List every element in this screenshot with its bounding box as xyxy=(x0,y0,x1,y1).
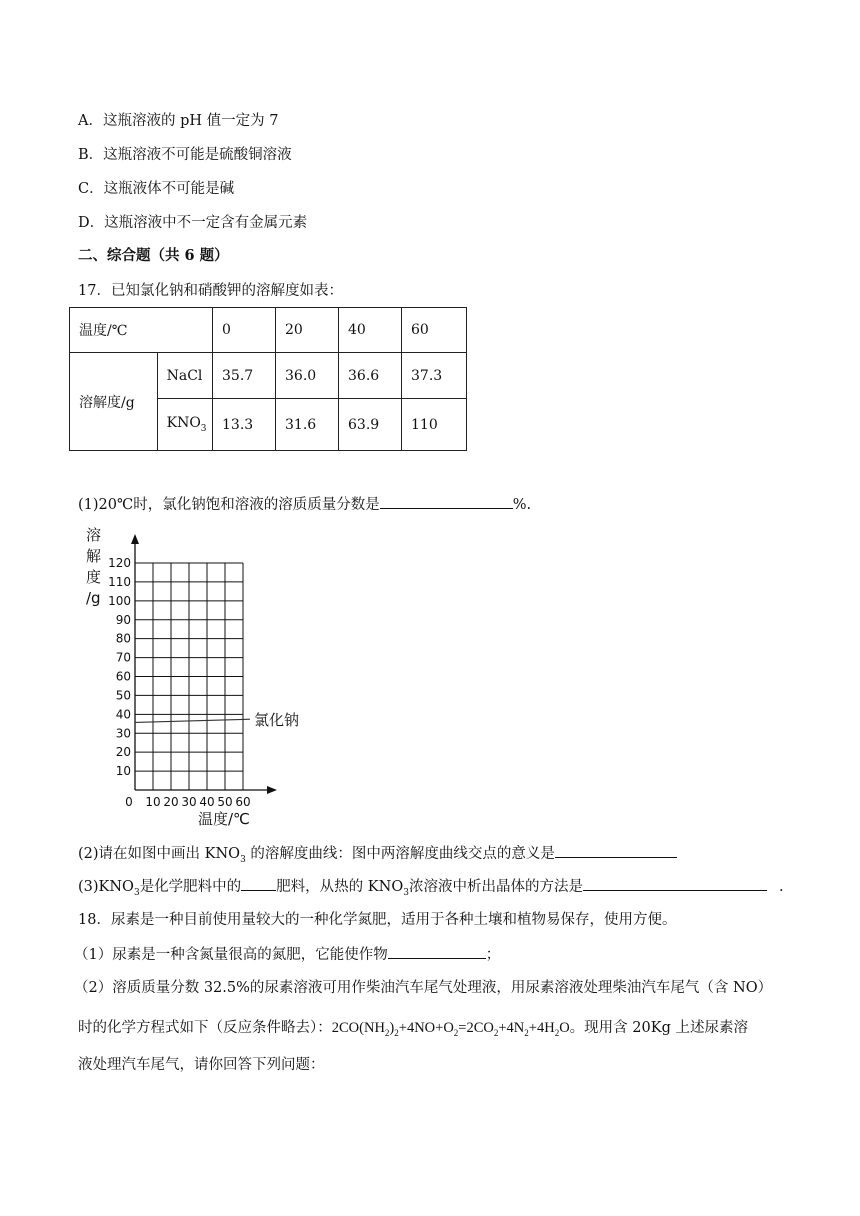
nacl-60: 37.3 xyxy=(402,353,467,399)
q17-part3-c: 肥料，从热的 KNO xyxy=(276,879,404,895)
q18-part2-line2 xyxy=(78,1018,748,1043)
chart-svg xyxy=(80,522,310,832)
temp-40: 40 xyxy=(339,308,402,353)
y-label-char: 解 xyxy=(86,547,102,565)
kno3-label: $KNO_3$ xyxy=(157,399,212,451)
subscript-3b: 3 xyxy=(403,887,409,898)
y-axis-label xyxy=(86,526,101,607)
q18-part2-line2-b: 。现用含 20Kg 上述尿素溶 xyxy=(569,1020,748,1036)
q17-part2 xyxy=(78,843,677,870)
x-tick-label: 60 xyxy=(235,795,251,809)
nacl-label: NaCl xyxy=(157,353,212,399)
section-heading: 二、综合题（共 6 题） xyxy=(78,247,229,264)
option-a: A．这瓶溶液的 pH 值一定为 7 xyxy=(78,113,279,129)
q17-part1-text: (1)20℃时，氯化钠饱和溶液的溶质质量分数是 xyxy=(78,497,380,513)
temp-0: 0 xyxy=(213,308,276,353)
chemical-equation: $2CO(NH_2)_2+4NO+O_2=2CO_2+4N_2+4H_2O$ xyxy=(331,1020,570,1038)
x-tick-label: 0 xyxy=(125,795,133,809)
y-tick-label: 60 xyxy=(115,669,131,684)
q17-part1 xyxy=(78,494,531,515)
kno3-60: 110 xyxy=(402,399,467,451)
temp-60: 60 xyxy=(402,308,467,353)
x-tick-label: 20 xyxy=(163,795,179,809)
x-axis-arrow xyxy=(267,786,277,794)
y-label-char: /g xyxy=(86,589,101,607)
temp-header: 温度/℃ xyxy=(70,308,213,353)
q18-part2-line2-a: 时的化学方程式如下（反应条件略去）： xyxy=(78,1020,332,1036)
y-tick-label: 120 xyxy=(108,556,131,570)
answer-blank-4[interactable] xyxy=(583,876,767,891)
x-tick-label: 50 xyxy=(217,795,233,809)
q17-part3-b: 是化学肥料中的 xyxy=(139,879,242,895)
q17-part3-end: . xyxy=(778,879,784,895)
q18-part1 xyxy=(74,944,500,965)
q18-part1-text: （1）尿素是一种含氮量很高的氮肥，它能使作物 xyxy=(74,947,388,963)
series-label: 氯化钠 xyxy=(254,711,300,730)
q18-stem: 18．尿素是一种目前使用量较大的一种化学氮肥，适用于各种土壤和植物易保存，使用方便。 xyxy=(78,912,677,928)
nacl-0: 35.7 xyxy=(213,353,276,399)
kno3-40: 63.9 xyxy=(339,399,402,451)
x-tick-labels xyxy=(125,795,250,809)
nacl-40: 36.6 xyxy=(339,353,402,399)
temp-20: 20 xyxy=(276,308,339,353)
y-tick-label: 80 xyxy=(115,631,131,646)
y-label-char: 度 xyxy=(86,568,102,586)
q17-part2-text: (2)请在如图中画出 $KNO_3$ 的溶解度曲线：图中两溶解度曲线交点的意义是 xyxy=(78,846,555,865)
y-tick-label: 90 xyxy=(115,612,131,627)
y-tick-label: 20 xyxy=(115,745,131,760)
q18-part2-line1: （2）溶质质量分数 32.5%的尿素溶液可用作柴油汽车尾气处理液，用尿素溶液处理柴油汽车尾气（含 NO） xyxy=(74,980,773,996)
y-tick-label: 50 xyxy=(115,688,131,703)
solubility-table xyxy=(69,307,467,451)
y-tick-label: 40 xyxy=(115,707,131,722)
y-tick-label: 110 xyxy=(108,574,131,589)
q17-part1-end: %. xyxy=(512,497,532,513)
nacl-20: 36.0 xyxy=(276,353,339,399)
option-b: B．这瓶溶液不可能是硫酸铜溶液 xyxy=(78,147,292,163)
q17-part3 xyxy=(78,876,784,903)
option-d: D．这瓶溶液中不一定含有金属元素 xyxy=(78,215,308,231)
y-tick-label: 100 xyxy=(108,593,131,608)
subscript-3: 3 xyxy=(133,887,140,898)
q17-part3-d: 浓溶液中析出晶体的方法是 xyxy=(408,879,583,895)
y-label-char: 溶 xyxy=(86,526,102,544)
y-axis-arrow xyxy=(131,534,139,544)
x-tick-label: 10 xyxy=(145,795,161,809)
answer-blank-1[interactable] xyxy=(380,494,513,509)
answer-blank-5[interactable] xyxy=(388,944,486,959)
q18-part1-end: ； xyxy=(485,947,501,963)
x-tick-label: 30 xyxy=(181,795,197,809)
solubility-chart xyxy=(80,522,310,832)
q18-part2-line3: 液处理汽车尾气，请你回答下列问题： xyxy=(78,1057,325,1073)
y-tick-labels xyxy=(108,556,131,778)
option-c: C．这瓶液体不可能是碱 xyxy=(78,181,235,197)
q17-part3-a: (3)KNO xyxy=(78,879,134,895)
y-tick-label: 70 xyxy=(115,650,131,665)
y-tick-label: 30 xyxy=(115,726,131,741)
x-axis-label: 温度/℃ xyxy=(198,810,250,828)
x-tick-label: 40 xyxy=(199,795,215,809)
y-tick-label: 10 xyxy=(115,764,131,779)
kno3-0: 13.3 xyxy=(213,399,276,451)
kno3-20: 31.6 xyxy=(276,399,339,451)
solubility-label: 溶解度/g xyxy=(70,353,158,451)
chart-grid xyxy=(135,563,243,790)
answer-blank-3[interactable] xyxy=(241,876,276,891)
answer-blank-2[interactable] xyxy=(555,843,677,858)
q17-stem: 17．已知氯化钠和硝酸钾的溶解度如表： xyxy=(78,283,343,299)
series-line xyxy=(135,719,250,722)
